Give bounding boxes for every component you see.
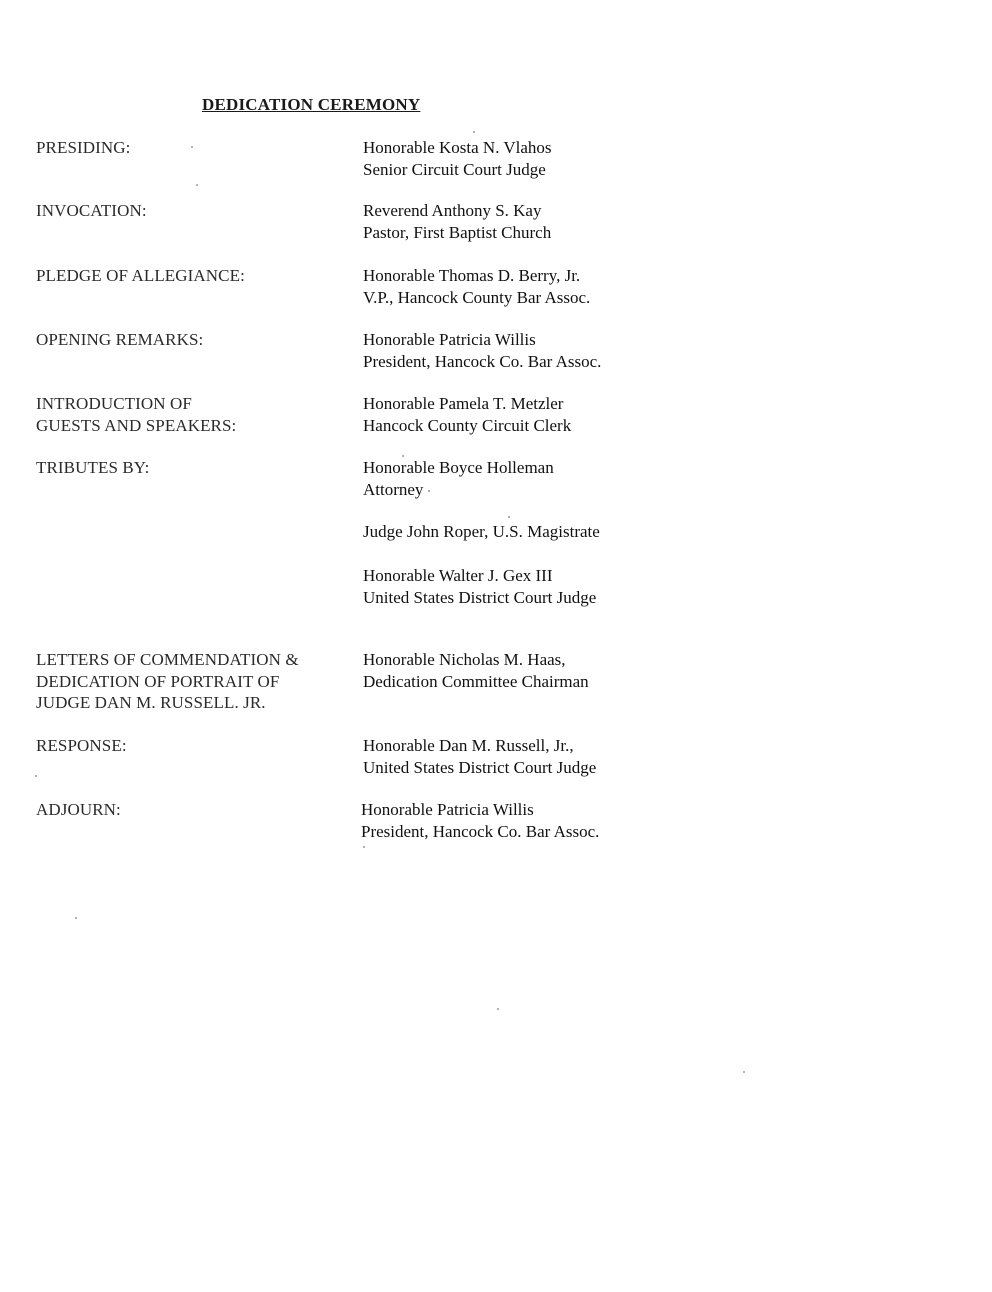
label-line: PLEDGE OF ALLEGIANCE: <box>36 266 245 285</box>
label-line: LETTERS OF COMMENDATION & <box>36 650 299 669</box>
label-line: DEDICATION OF PORTRAIT OF <box>36 671 280 691</box>
label-line: TRIBUTES BY: <box>36 458 150 477</box>
program-value-tribute-holleman <box>363 457 554 500</box>
program-value-introduction <box>363 393 571 436</box>
program-value-adjourn <box>361 799 599 842</box>
value-line: Pastor, First Baptist Church <box>363 222 552 242</box>
program-value-presiding <box>363 137 552 180</box>
value-line: Honorable Patricia Willis <box>363 330 536 349</box>
program-value-response <box>363 735 596 778</box>
program-label-adjourn <box>36 799 121 821</box>
program-label-letters-of-commendation <box>36 649 299 714</box>
value-line: Reverend Anthony S. Kay <box>363 201 542 220</box>
program-value-letters-of-commendation <box>363 649 589 692</box>
value-line: Honorable Patricia Willis <box>361 800 534 819</box>
value-line: Honorable Nicholas M. Haas, <box>363 650 566 669</box>
value-line: Honorable Dan M. Russell, Jr., <box>363 736 574 755</box>
label-line: JUDGE DAN M. RUSSELL. JR. <box>36 693 266 712</box>
scan-speck <box>75 917 77 919</box>
label-line: ADJOURN: <box>36 800 121 819</box>
program-label-introduction <box>36 393 236 436</box>
program-label-presiding <box>36 137 131 159</box>
scan-speck <box>402 455 404 457</box>
program-label-response <box>36 735 127 757</box>
label-line: RESPONSE: <box>36 736 127 755</box>
value-line: V.P., Hancock County Bar Assoc. <box>363 287 591 307</box>
value-line: Attorney <box>363 479 424 499</box>
label-line: INVOCATION: <box>36 201 147 220</box>
scan-speck <box>743 1071 745 1073</box>
value-line: President, Hancock Co. Bar Assoc. <box>361 821 600 841</box>
scan-speck <box>428 490 430 492</box>
label-line: PRESIDING: <box>36 138 131 157</box>
value-line: United States District Court Judge <box>363 587 597 607</box>
program-value-pledge <box>363 265 590 308</box>
label-line: INTRODUCTION OF <box>36 394 192 413</box>
program-label-pledge <box>36 265 245 287</box>
value-line: Honorable Thomas D. Berry, Jr. <box>363 266 581 285</box>
scan-speck <box>508 516 510 518</box>
value-line: Honorable Boyce Holleman <box>363 458 554 477</box>
program-label-opening-remarks <box>36 329 203 351</box>
value-line: Hancock County Circuit Clerk <box>363 415 572 435</box>
value-line: President, Hancock Co. Bar Assoc. <box>363 351 602 371</box>
program-value-invocation <box>363 200 551 243</box>
program-label-tributes <box>36 457 149 479</box>
label-line: GUESTS AND SPEAKERS: <box>36 415 237 435</box>
value-line: Honorable Walter J. Gex III <box>363 566 553 585</box>
program-value-tribute-roper <box>363 521 600 543</box>
program-label-invocation <box>36 200 147 222</box>
scan-speck <box>35 775 37 777</box>
value-line: Dedication Committee Chairman <box>363 671 589 691</box>
value-line: United States District Court Judge <box>363 757 597 777</box>
value-line: Senior Circuit Court Judge <box>363 159 546 179</box>
value-line: Honorable Pamela T. Metzler <box>363 394 564 413</box>
program-value-tribute-gex <box>363 565 596 608</box>
scan-speck <box>497 1008 499 1010</box>
scan-speck <box>473 131 475 133</box>
scan-speck <box>196 184 198 186</box>
scan-speck <box>363 846 365 848</box>
scan-speck <box>191 146 193 148</box>
value-line: Honorable Kosta N. Vlahos <box>363 138 552 157</box>
label-line: OPENING REMARKS: <box>36 330 204 349</box>
value-line: Judge John Roper, U.S. Magistrate <box>363 522 600 541</box>
program-value-opening-remarks <box>363 329 601 372</box>
page-title: DEDICATION CEREMONY <box>202 95 421 114</box>
